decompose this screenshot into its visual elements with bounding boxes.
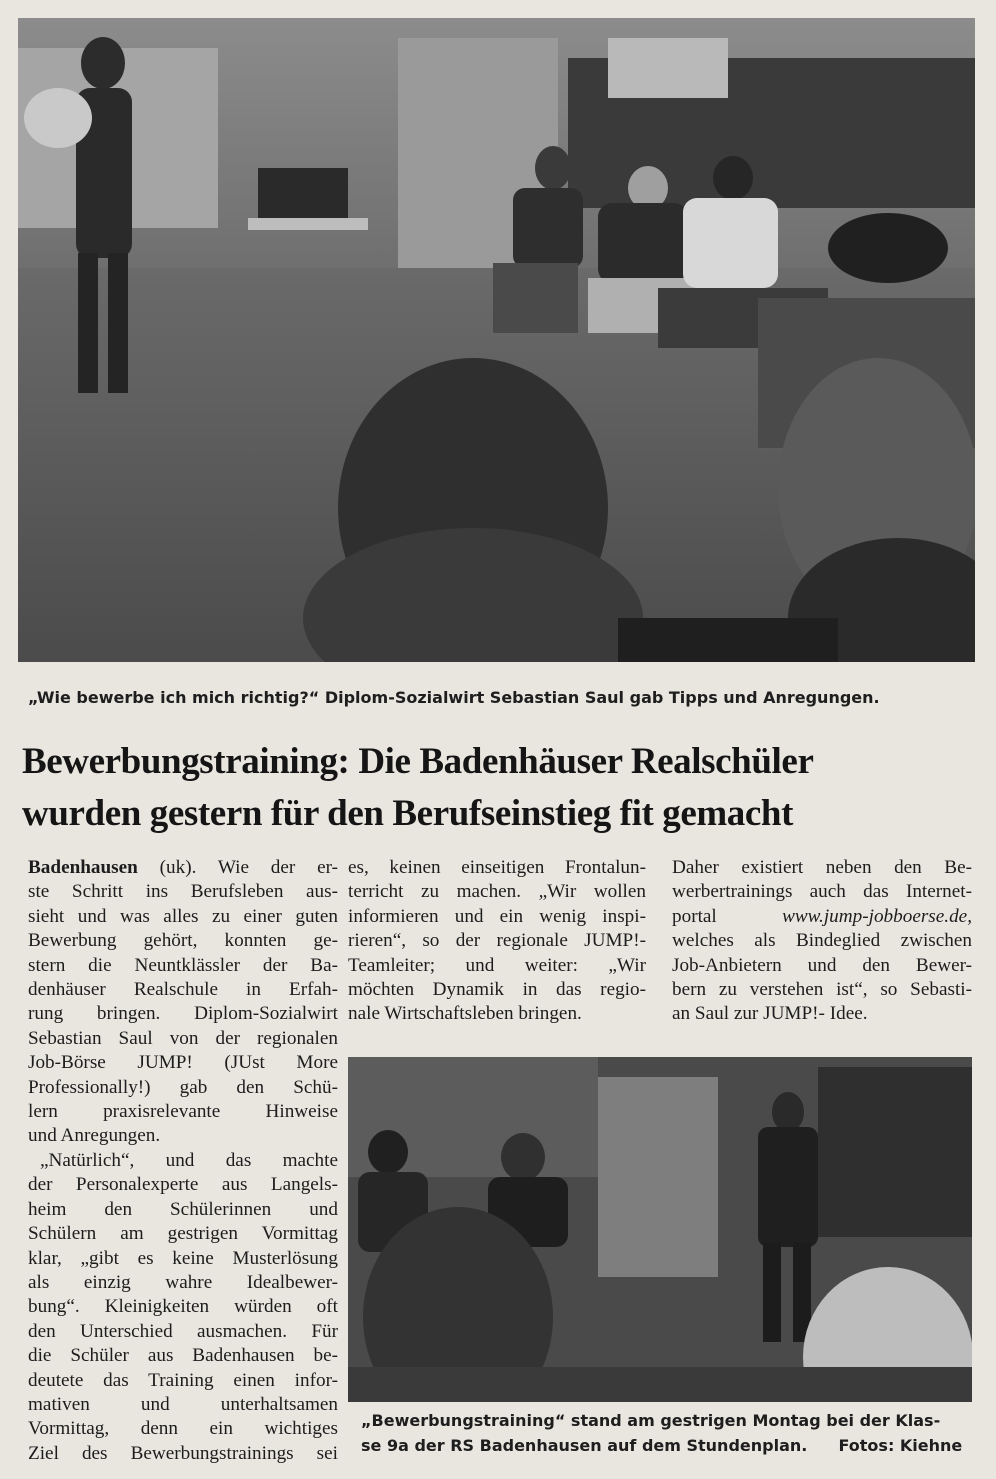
article-line: bern zu verstehen ist“, so Sebasti- xyxy=(672,979,972,1001)
article-line: Daher existiert neben den Be- xyxy=(672,857,972,878)
photo-caption-bottom-line-1: „Bewerbungstraining“ stand am gestrigen Montag bei der Klas- xyxy=(361,1411,941,1430)
article-line: mativen und unterhaltsamen xyxy=(28,1393,338,1415)
article-line: rieren“, so der regionale JUMP!- xyxy=(348,930,646,952)
article-line: den Unterschied ausmachen. Für xyxy=(28,1320,338,1342)
article-column-2 xyxy=(348,856,646,1027)
website-url[interactable]: www.jump-jobboerse.de, xyxy=(782,905,972,927)
article-line: bung“. Kleinigkeiten würden oft xyxy=(28,1296,338,1318)
article-line: welches als Bindeglied zwischen xyxy=(672,930,972,952)
article-line xyxy=(28,856,338,880)
photo-caption-bottom-line-2 xyxy=(361,1435,962,1456)
article-line: der Personalexperte aus Langels- xyxy=(28,1174,338,1196)
article-line: informieren und ein wenig inspi- xyxy=(348,905,646,927)
article-line: die Schüler aus Badenhausen be- xyxy=(28,1345,338,1367)
article-column-3 xyxy=(672,856,972,1027)
article-line: deutete das Training einen infor- xyxy=(28,1369,338,1391)
article-line: „Natürlich“, und das machte xyxy=(40,1149,338,1171)
photo-caption-top: „Wie bewerbe ich mich richtig?“ Diplom-Sozialwirt Sebastian Saul gab Tipps und Anregungen. xyxy=(28,688,880,707)
article-photo-training xyxy=(348,1057,972,1402)
article-line: Teamleiter; und weiter: „Wir xyxy=(348,954,646,976)
article-line: terricht zu machen. „Wir wollen xyxy=(348,881,646,903)
article-line: heim den Schülerinnen und xyxy=(28,1198,338,1220)
article-line: lern praxisrelevante Hinweise xyxy=(28,1101,338,1123)
article-line: Job-Anbietern und den Bewer- xyxy=(672,954,972,976)
headline-line-1: Bewerbungstraining: Die Badenhäuser Realschüler xyxy=(22,741,814,782)
article-line: Professionally!) gab den Schü- xyxy=(28,1076,338,1098)
article-line: ste Schritt ins Berufsleben aus- xyxy=(28,881,338,903)
article-line: an Saul zur JUMP!- Idee. xyxy=(672,1003,868,1025)
article-line xyxy=(672,905,972,929)
headline-line-2: wurden gestern für den Berufseinstieg fit gemacht xyxy=(22,793,794,834)
article-photo-classroom xyxy=(18,18,975,662)
article-line: klar, „gibt es keine Musterlösung xyxy=(28,1247,338,1269)
article-line: Job-Börse JUMP! (JUst More xyxy=(28,1052,338,1074)
article-line: Sebastian Saul von der regionalen xyxy=(28,1027,338,1049)
article-line: Ziel des Bewerbungstrainings sei xyxy=(28,1442,338,1464)
photo-credit: Fotos: Kiehne xyxy=(838,1436,963,1455)
dateline: Badenhausen xyxy=(28,857,138,878)
article-line: Bewerbung gehört, konnten ge- xyxy=(28,930,338,952)
article-text: (uk). Wie der er- xyxy=(159,857,338,878)
article-line: es, keinen einseitigen Frontalun- xyxy=(348,857,646,878)
photo-caption-text: se 9a der RS Badenhausen auf dem Stundenplan. xyxy=(361,1436,808,1455)
article-line: nale Wirtschaftsleben bringen. xyxy=(348,1003,582,1025)
article-line: möchten Dynamik in das regio- xyxy=(348,979,646,1001)
article-line: werbertrainings auch das Internet- xyxy=(672,881,972,903)
headline xyxy=(22,736,972,840)
article-line: rung bringen. Diplom-Sozialwirt xyxy=(28,1003,338,1025)
article-line: sieht und was alles zu einer guten xyxy=(28,905,338,927)
article-column-1 xyxy=(28,856,338,1466)
article-line: denhäuser Realschule in Erfah- xyxy=(28,979,338,1001)
article-line: als einzig wahre Idealbewer- xyxy=(28,1271,338,1293)
article-line: Schülern am gestrigen Vormittag xyxy=(28,1223,338,1245)
article-line: Vormittag, denn ein wichtiges xyxy=(28,1418,338,1440)
article-line: und Anregungen. xyxy=(28,1125,161,1147)
article-line: stern die Neuntklässler der Ba- xyxy=(28,954,338,976)
article-text: portal xyxy=(672,905,717,927)
